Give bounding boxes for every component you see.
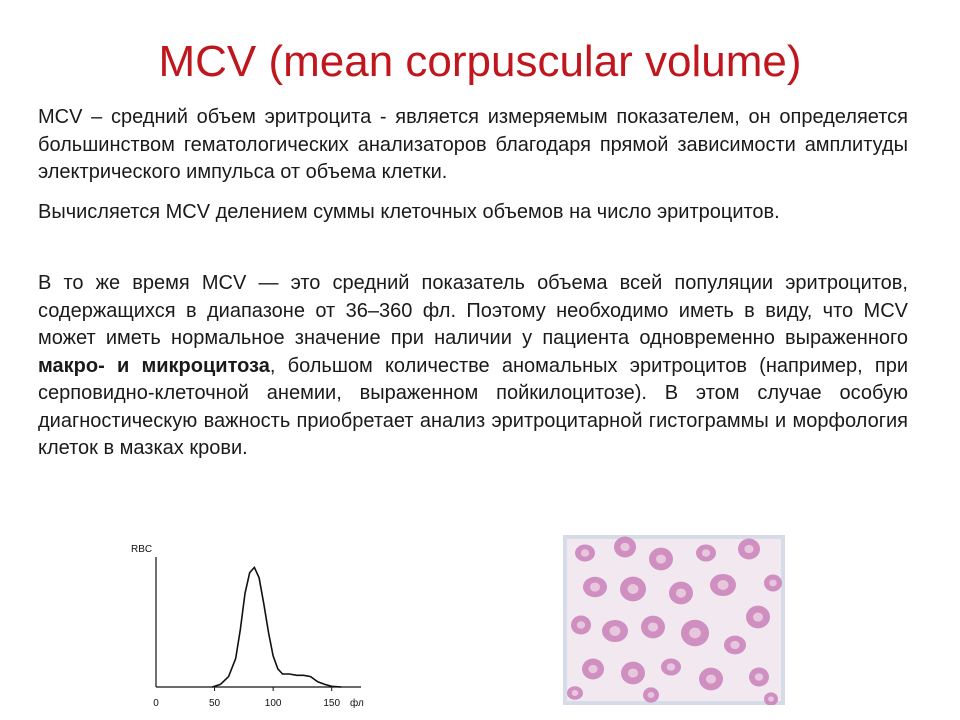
paragraph-bold-term: макро- и микроцитоза	[38, 354, 270, 377]
red-blood-cell	[649, 548, 673, 571]
red-blood-cell	[620, 577, 646, 602]
red-blood-cell	[681, 620, 709, 647]
paragraph-definition: MCV – средний объем эритроцита - является измеряемым показателем, он определяется большинством гематологических анализаторов благодаря прямой зависимости амплитуды электрического импульса от объема клетки.	[38, 106, 908, 183]
x-tick-label: 150	[323, 698, 341, 709]
x-tick-label: 0	[153, 698, 159, 709]
red-blood-cell	[583, 577, 607, 597]
red-blood-cell	[641, 616, 665, 639]
red-blood-cell	[602, 620, 628, 642]
slide-title: MCV (mean corpuscular volume)	[158, 37, 802, 86]
paragraph-interpretation	[38, 270, 908, 463]
red-blood-cell	[567, 686, 583, 700]
red-blood-cell	[724, 636, 746, 655]
y-axis-label: RBC	[131, 544, 153, 555]
red-blood-cell	[764, 574, 782, 591]
paragraph-text-end: , большом количестве аномальных эритроцитов (например, при серповидно-клеточной анемии, выраженном пойкилоцитозе). В этом случае особую диагностическую важность приобретает анализ эритроцитарной гистограммы и морфология клеток в мазках крови.	[38, 354, 908, 459]
red-blood-cell	[699, 668, 723, 691]
red-blood-cell	[582, 659, 604, 680]
red-blood-cell	[614, 537, 636, 558]
x-axis-unit-label: фл	[350, 698, 364, 709]
rbc-histogram-chart	[125, 535, 375, 715]
red-blood-cell	[738, 539, 760, 560]
paragraph-text-start: В то же время MCV — это средний показатель объема всей популяции эритроцитов, содержащихся в диапазоне от 36–360 фл. Поэтому необходимо иметь в виду, что MCV может иметь нормальное значение при наличии у пациента одновременно выраженного	[38, 272, 908, 349]
red-blood-cell	[571, 616, 591, 635]
blood-smear-photo	[563, 535, 785, 705]
red-blood-cell	[746, 606, 770, 629]
x-tick-label: 100	[264, 698, 282, 709]
x-tick-label: 50	[209, 698, 221, 709]
red-blood-cell	[696, 545, 716, 562]
red-blood-cell	[643, 687, 659, 702]
red-blood-cell	[575, 545, 595, 562]
red-blood-cell	[661, 659, 681, 676]
rbc-distribution-curve	[212, 567, 341, 687]
red-blood-cell	[669, 582, 693, 605]
paragraph-calculation: Вычисляется MCV делением суммы клеточных объемов на число эритроцитов.	[38, 201, 780, 223]
red-blood-cell	[621, 662, 645, 685]
red-blood-cell	[710, 574, 736, 596]
red-blood-cell	[749, 668, 769, 687]
